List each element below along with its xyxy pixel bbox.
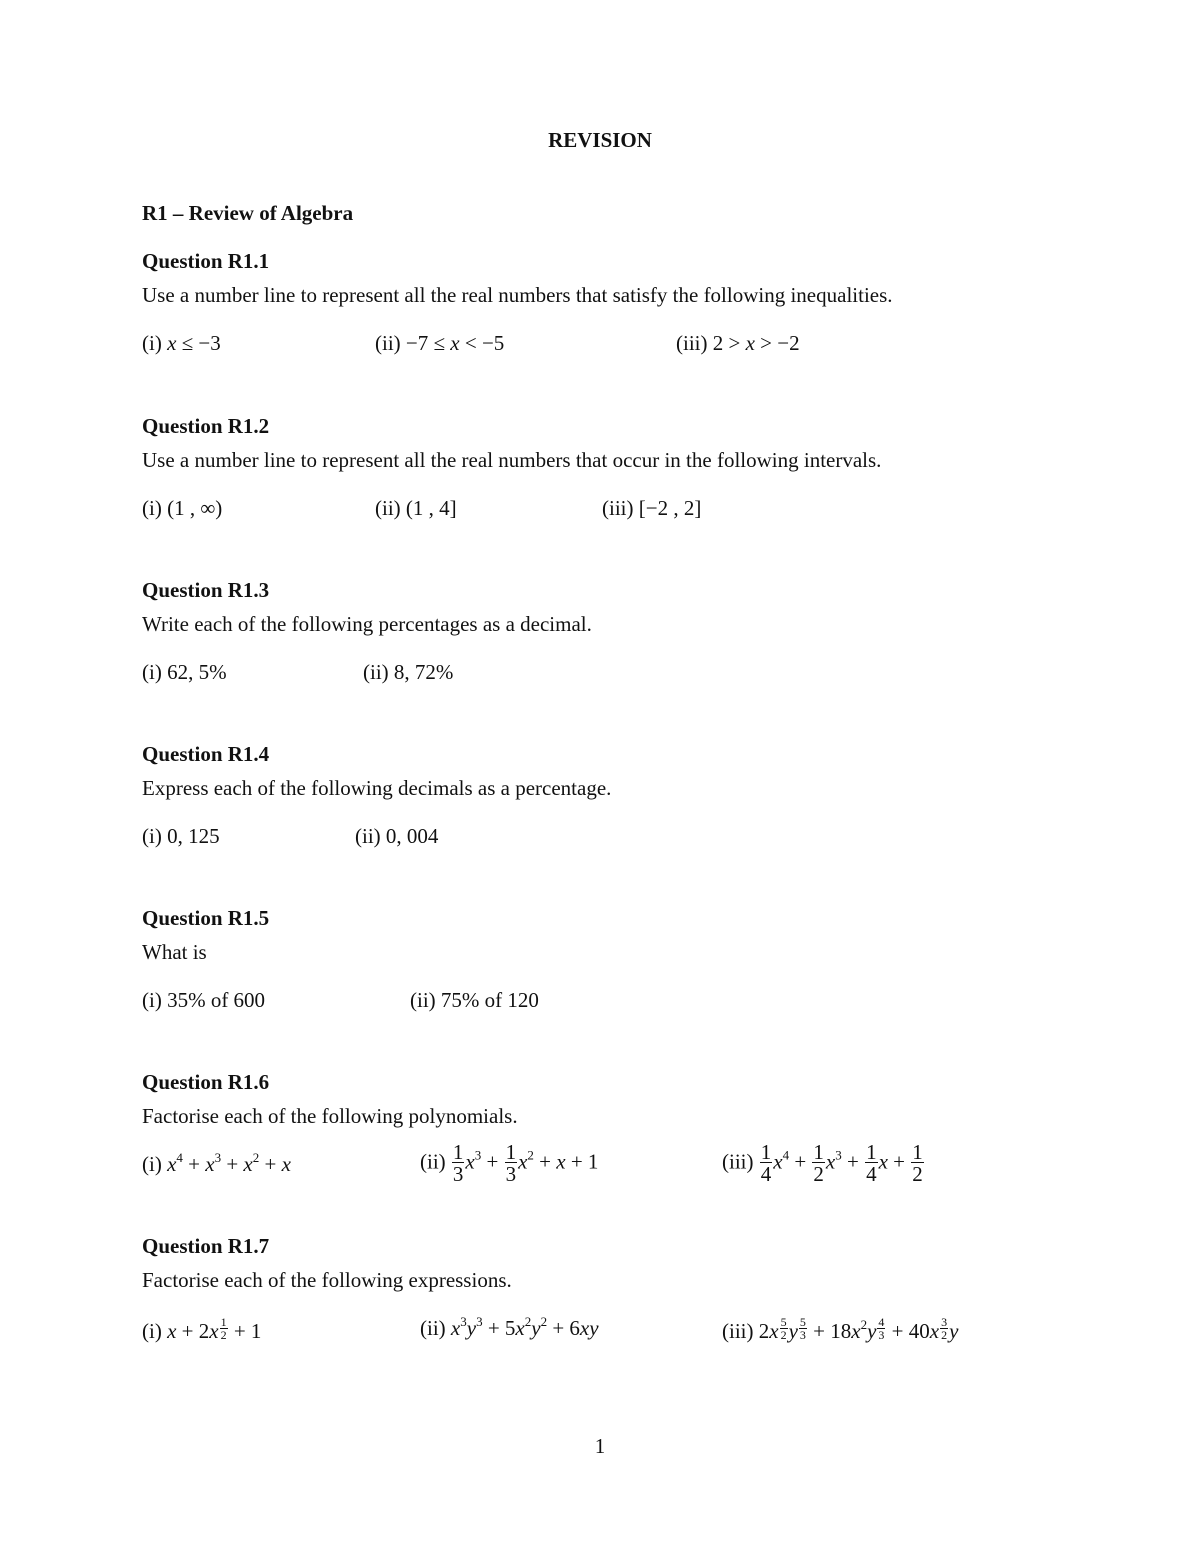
math-segment: x (851, 1319, 861, 1343)
math-segment: + (182, 1152, 206, 1176)
numerator: 1 (505, 1140, 517, 1164)
numerator: 1 (912, 1140, 923, 1164)
section-heading: R1 – Review of Algebra (142, 201, 354, 225)
denominator: 3 (878, 1328, 885, 1342)
math-segment: (ii) −7 ≤ (375, 331, 451, 355)
question-heading: Question R1.4 (142, 742, 270, 766)
denominator: 2 (941, 1328, 948, 1342)
math-segment (452, 1142, 465, 1185)
math-segment: 2 (860, 1317, 868, 1332)
question-prompt: What is (142, 940, 207, 964)
math-segment (911, 1142, 924, 1185)
denominator: 3 (452, 1162, 464, 1186)
math-segment: x (825, 1149, 836, 1174)
question-part (142, 1152, 291, 1176)
math-segment: 2 (252, 1150, 260, 1165)
math-segment: (ii) (420, 1316, 451, 1340)
question-part (375, 331, 504, 355)
math-segment: x (773, 1149, 783, 1174)
question-part (142, 331, 221, 355)
denominator: 2 (220, 1328, 227, 1342)
math-segment: x (209, 1319, 219, 1343)
math-segment: 4 (782, 1147, 790, 1163)
math-segment: + 18 (807, 1319, 852, 1343)
math-segment: 2 (540, 1314, 548, 1329)
numerator: 3 (941, 1315, 948, 1329)
math-segment: + (789, 1149, 812, 1174)
math-segment: (iii) 2 > (676, 331, 746, 355)
question-part (355, 824, 438, 848)
math-segment: x (556, 1149, 566, 1174)
math-segment: xy (579, 1316, 599, 1340)
math-segment: + (481, 1149, 504, 1174)
math-segment: (i) (142, 1152, 168, 1176)
page-title: REVISION (548, 128, 652, 152)
math-segment: (i) 62, 5% (142, 660, 227, 684)
math-segment: 3 (214, 1150, 222, 1165)
question-part (142, 660, 227, 684)
math-segment: (iii) [−2 , 2] (602, 496, 702, 520)
math-segment: x (167, 331, 177, 355)
math-segment: (ii) 0, 004 (355, 824, 439, 848)
question-prompt: Use a number line to represent all the real numbers that occur in the following intervals. (142, 448, 882, 472)
math-segment (799, 1316, 807, 1341)
math-segment: 4 (176, 1150, 183, 1165)
math-segment: + (533, 1149, 557, 1174)
math-segment (220, 1316, 228, 1341)
question-heading: Question R1.2 (142, 414, 270, 438)
denominator: 3 (799, 1328, 806, 1342)
math-segment: x (281, 1152, 291, 1176)
denominator: 2 (813, 1162, 824, 1186)
numerator: 1 (220, 1315, 227, 1329)
math-segment: (iii) 2 (722, 1319, 770, 1343)
math-segment: (ii) 8, 72% (363, 660, 454, 684)
math-segment: + 40 (886, 1319, 930, 1343)
math-segment: 3 (474, 1147, 482, 1163)
math-segment: x (929, 1319, 940, 1343)
math-segment (760, 1142, 773, 1185)
numerator: 1 (813, 1140, 824, 1164)
numerator: 5 (799, 1315, 806, 1329)
math-segment: (i) (1 , ∞) (142, 496, 223, 520)
question-part (142, 988, 265, 1012)
math-segment: x (518, 1149, 528, 1174)
math-segment: (i) 0, 125 (142, 824, 220, 848)
math-segment: (i) (142, 331, 168, 355)
question-part (142, 496, 222, 520)
math-segment: x (167, 1152, 177, 1176)
question-part (363, 660, 453, 684)
denominator: 4 (760, 1162, 772, 1186)
math-segment: 2 (524, 1314, 532, 1329)
math-segment: > −2 (754, 331, 800, 355)
question-part (722, 1142, 925, 1185)
math-segment: x (243, 1152, 253, 1176)
math-segment: (i) (142, 1319, 168, 1343)
question-part (722, 1316, 958, 1343)
math-segment (940, 1316, 948, 1341)
math-segment: 2 (527, 1147, 534, 1163)
question-part (602, 496, 701, 520)
denominator: 3 (505, 1162, 517, 1186)
math-segment: + 1 (228, 1319, 262, 1343)
question-part (410, 988, 539, 1012)
question-part (420, 1316, 599, 1340)
math-segment: x (515, 1316, 525, 1340)
math-segment: y (788, 1319, 798, 1343)
question-prompt: Express each of the following decimals as a percentage. (142, 776, 612, 800)
denominator: 4 (866, 1162, 877, 1186)
math-segment: + 5 (482, 1316, 516, 1340)
math-segment: (ii) 75% of 120 (410, 988, 539, 1012)
numerator: 5 (780, 1315, 787, 1329)
page-number: 1 (594, 1434, 606, 1458)
question-part (420, 1142, 598, 1185)
math-segment: (ii) (1 , 4] (375, 496, 457, 520)
denominator: 2 (780, 1328, 787, 1342)
question-part (676, 331, 800, 355)
numerator: 1 (760, 1140, 772, 1164)
math-segment: (ii) (420, 1149, 451, 1174)
math-segment: y (466, 1316, 477, 1340)
math-segment: x (205, 1152, 215, 1176)
question-heading: Question R1.6 (142, 1070, 270, 1094)
math-segment: + (259, 1152, 282, 1176)
math-segment: y (949, 1319, 959, 1343)
numerator: 1 (866, 1140, 877, 1164)
math-segment: x (465, 1149, 475, 1174)
math-segment: x (450, 331, 460, 355)
math-segment (505, 1142, 518, 1185)
math-segment: x (878, 1149, 888, 1174)
math-segment: < −5 (459, 331, 505, 355)
math-segment: x (769, 1319, 779, 1343)
question-prompt: Use a number line to represent all the real numbers that satisfy the following inequalities. (142, 283, 893, 307)
question-heading: Question R1.1 (142, 249, 270, 273)
math-segment (780, 1316, 788, 1341)
numerator: 1 (452, 1140, 464, 1164)
math-segment: + (221, 1152, 244, 1176)
math-segment: + (887, 1149, 911, 1174)
math-segment: 3 (476, 1314, 483, 1329)
math-segment (812, 1142, 825, 1185)
math-segment: 3 (835, 1147, 842, 1163)
numerator: 4 (878, 1315, 885, 1329)
math-segment: + 1 (565, 1149, 599, 1174)
math-segment: y (531, 1316, 541, 1340)
math-segment: y (867, 1319, 877, 1343)
question-prompt: Factorise each of the following expressions. (142, 1268, 512, 1292)
question-prompt: Write each of the following percentages as a decimal. (142, 612, 592, 636)
math-segment: + (841, 1149, 865, 1174)
denominator: 2 (912, 1162, 923, 1186)
math-segment: 3 (460, 1314, 467, 1329)
math-segment: x (450, 1316, 461, 1340)
math-segment (877, 1316, 885, 1341)
question-prompt: Factorise each of the following polynomials. (142, 1104, 518, 1128)
math-segment: + 2 (176, 1319, 210, 1343)
question-heading: Question R1.5 (142, 906, 270, 930)
math-segment: (i) 35% of 600 (142, 988, 266, 1012)
math-segment: ≤ −3 (176, 331, 221, 355)
math-segment: (iii) (722, 1149, 759, 1174)
question-part (142, 824, 220, 848)
math-segment: x (745, 331, 755, 355)
math-segment (865, 1142, 878, 1185)
question-heading: Question R1.3 (142, 578, 270, 602)
question-part (375, 496, 457, 520)
math-segment: x (167, 1319, 177, 1343)
math-segment: + 6 (547, 1316, 580, 1340)
question-part (142, 1316, 261, 1343)
question-heading: Question R1.7 (142, 1234, 270, 1258)
